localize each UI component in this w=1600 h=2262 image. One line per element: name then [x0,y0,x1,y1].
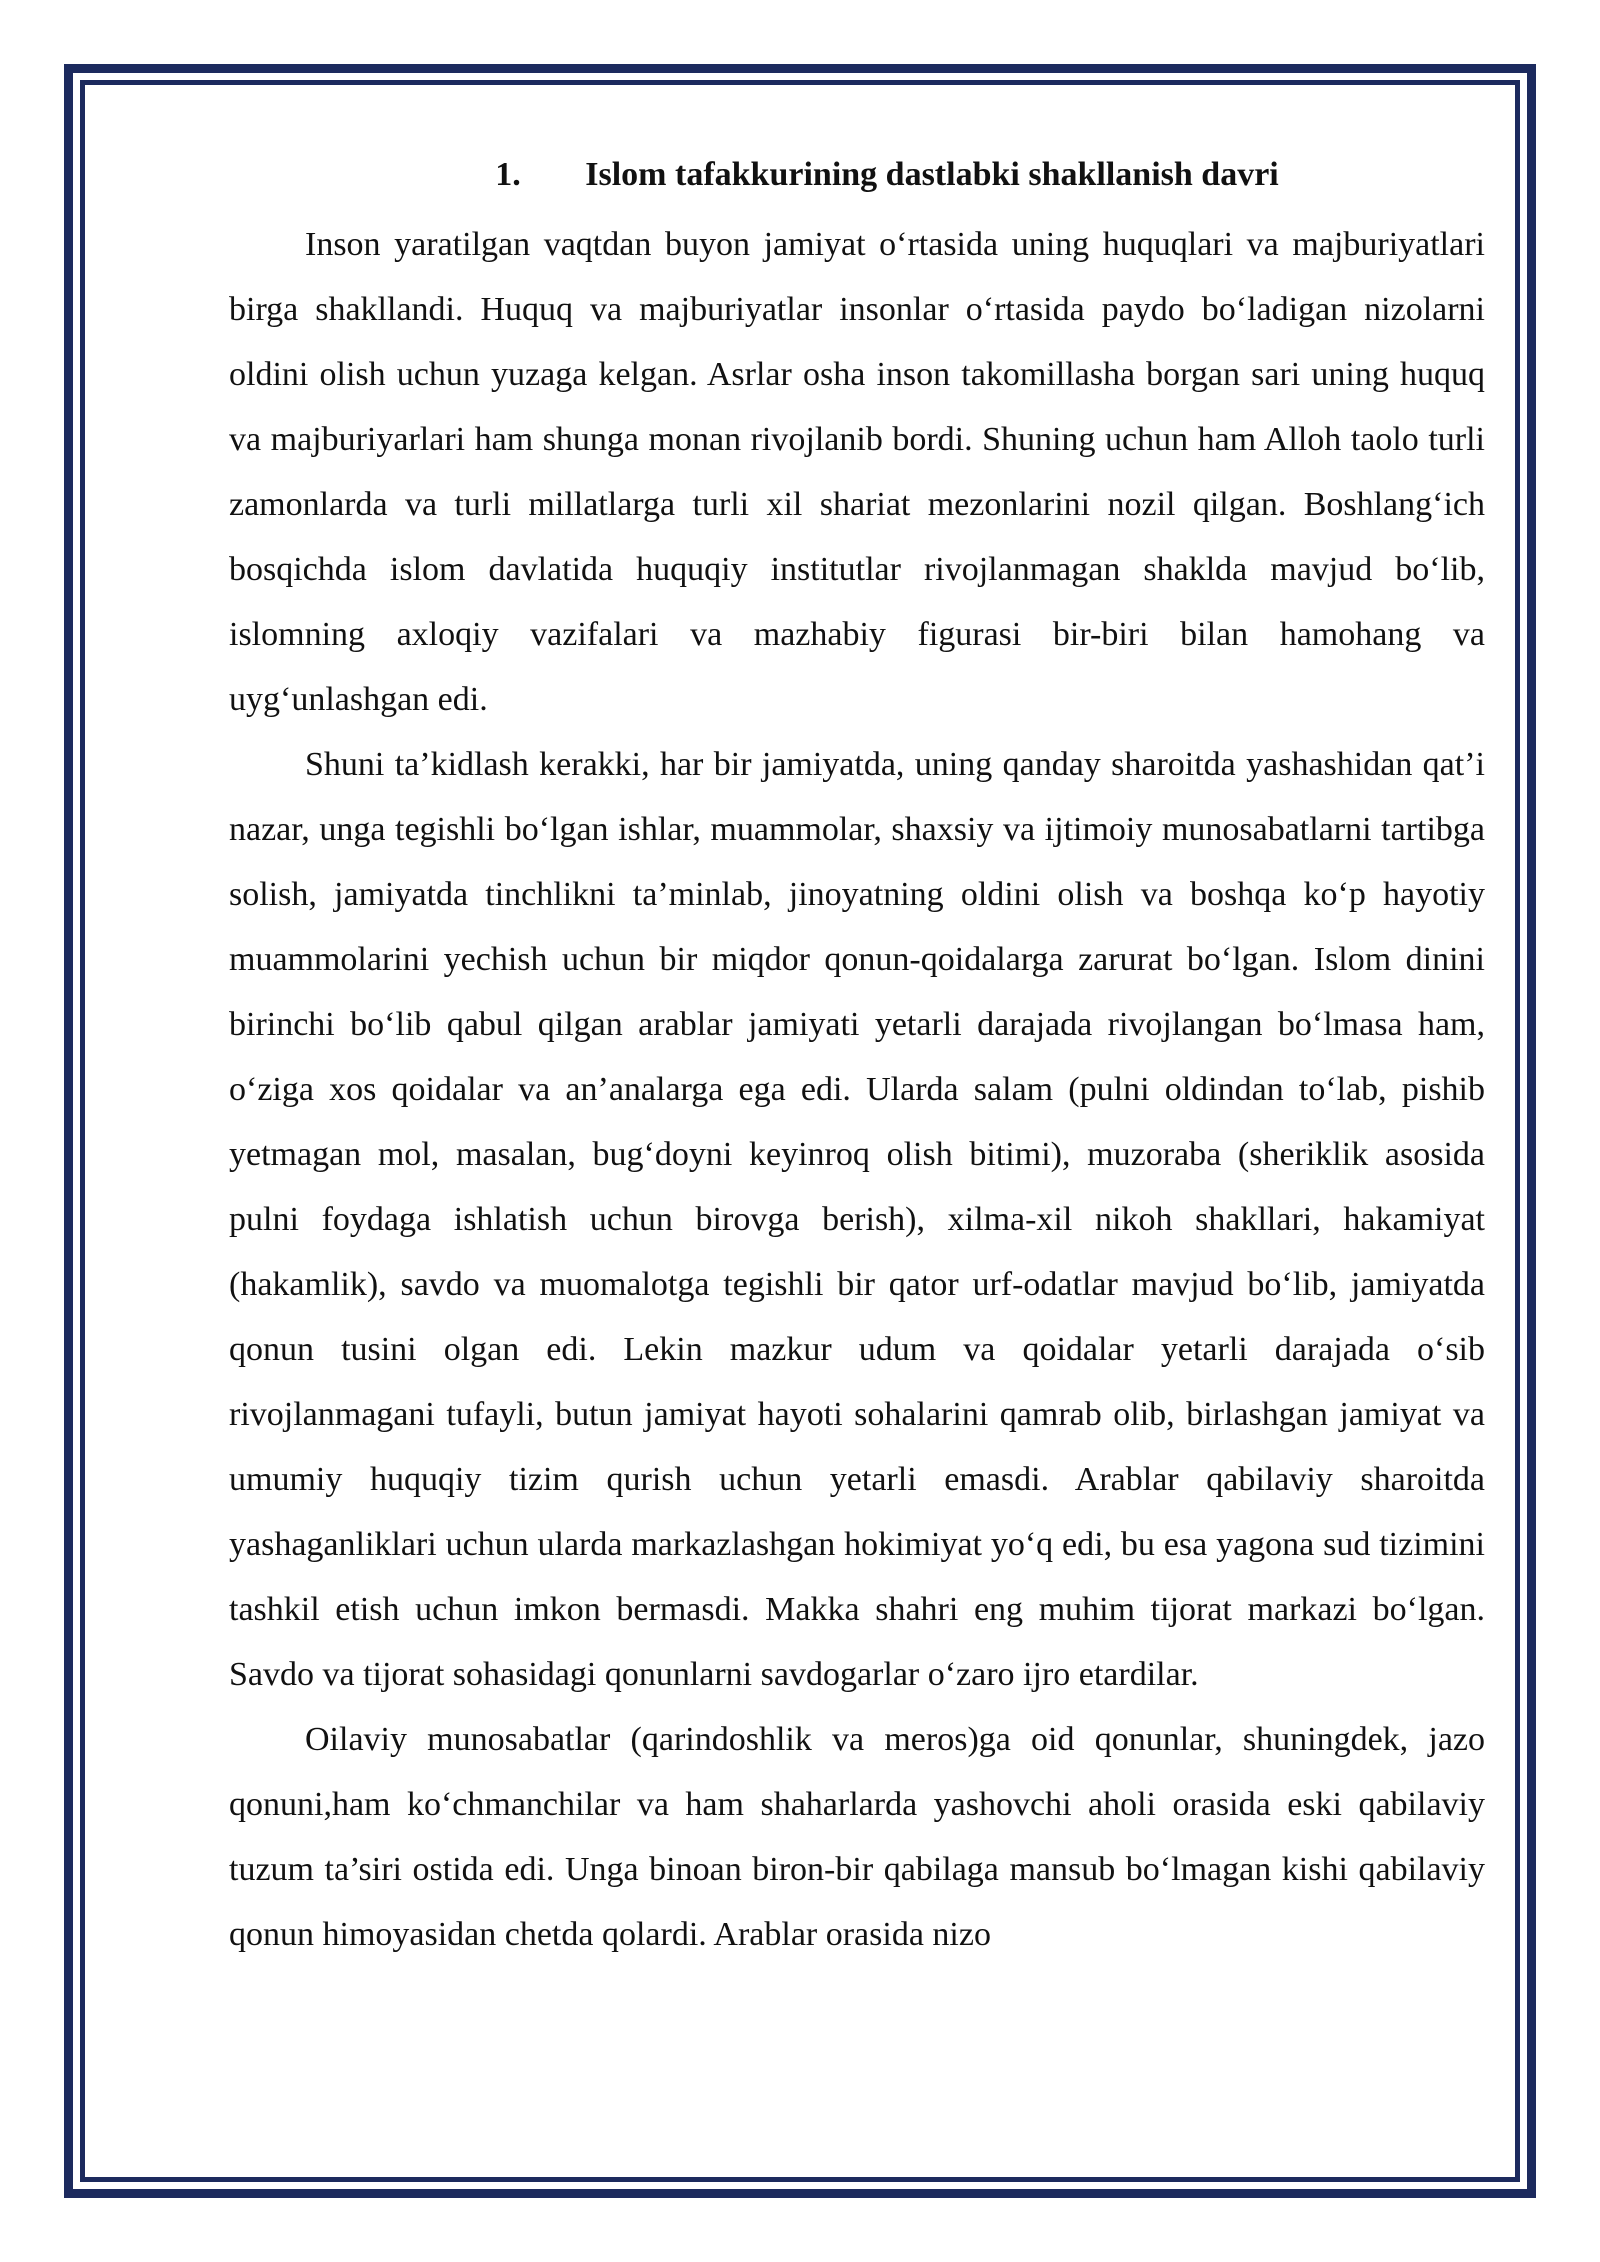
paragraph-3: Oilaviy munosabatlar (qarindoshlik va meros)ga oid qonunlar, shuningdek, jazo qonuni,ham ko‘chmanchilar va ham shaharlarda yashovchi aholi orasida eski qabilaviy tuzum ta’siri ostida edi. Unga binoan biron-bir qabilaga mansub bo‘lmagan kishi qabilaviy qonun himoyasidan chetda qolardi. Arablar orasida nizo [229,1721,1485,1953]
paragraph-1: Inson yaratilgan vaqtdan buyon jamiyat o‘rtasida uning huquqlari va majburiyatlari birga shakllandi. Huquq va majburiyatlar insonlar o‘rtasida paydo bo‘ladigan nizolarni oldini olish uchun yuzaga kelgan. Asrlar osha inson takomillasha borgan sari uning huquq va majburiyarlari ham shunga monan rivojlanib bordi. Shuning uchun ham Alloh taolo turli zamonlarda va turli millatlarga turli xil shariat mezonlarini nozil qilgan. Boshlang‘ich bosqichda islom davlatida huquqiy institutlar rivojlanmagan shaklda mavjud bo‘lib, islomning axloqiy vazifalari va mazhabiy figurasi bir-biri bilan hamohang va uyg‘unlashgan edi. [229,226,1485,718]
section-number: 1. [495,156,521,193]
page-content [229,140,1485,1967]
section-title: Islom tafakkurining dastlabki shakllanish davri [585,156,1279,193]
paragraph-2: Shuni ta’kidlash kerakki, har bir jamiyatda, uning qanday sharoitda yashashidan qat’i nazar, unga tegishli bo‘lgan ishlar, muammolar, shaxsiy va ijtimoiy munosabatlarni tartibga solish, jamiyatda tinchlikni ta’minlab, jinoyatning oldini olish va boshqa ko‘p hayotiy muammolarini yechish uchun bir miqdor qonun-qoidalarga zarurat bo‘lgan. Islom dinini birinchi bo‘lib qabul qilgan arablar jamiyati yetarli darajada rivojlangan bo‘lmasa ham, o‘ziga xos qoidalar va an’analarga ega edi. Ularda salam (pulni oldindan to‘lab, pishib yetmagan mol, masalan, bug‘doyni keyinroq olish bitimi), muzoraba (sheriklik asosida pulni foydaga ishlatish uchun birovga berish), xilma-xil nikoh shakllari, hakamiyat (hakamlik), savdo va muomalotga tegishli bir qator urf-odatlar mavjud bo‘lib, jamiyatda qonun tusini olgan edi. Lekin mazkur udum va qoidalar yetarli darajada o‘sib rivojlanmagani tufayli, butun jamiyat hayoti sohalarini qamrab olib, birlashgan jamiyat va umumiy huquqiy tizim qurish uchun yetarli emasdi. Arablar qabilaviy sharoitda yashaganliklari uchun ularda markazlashgan hokimiyat yo‘q edi, bu esa yagona sud tizimini tashkil etish uchun imkon bermasdi. Makka shahri eng muhim tijorat markazi bo‘lgan. Savdo va tijorat sohasidagi qonunlarni savdogarlar o‘zaro ijro etardilar. [229,746,1485,1693]
section-heading [229,140,1485,210]
